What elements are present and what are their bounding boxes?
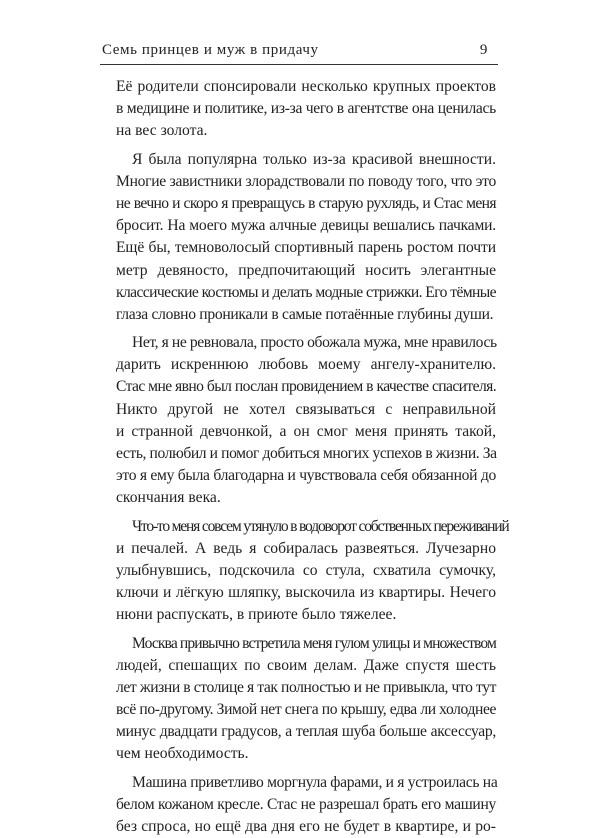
text-line: метр девяносто, предпочитающий носить элегантные	[116, 261, 496, 279]
text-line: Никто другой не хотел связываться с неправильной	[116, 400, 496, 418]
text-line: в медицине и политике, из-за чего в агентстве она ценилась	[116, 100, 496, 118]
text-line: минус двадцати градусов, а теплая шуба больше аксессуар,	[116, 723, 496, 741]
text-line: всё по-другому. Зимой нет снега по крышу, едва ли холоднее	[116, 701, 496, 719]
text-line: и странной девчонкой, а он смог меня принять такой,	[116, 422, 496, 440]
text-line: без спроса, но ещё два дня его не будет в квартире, и ро-	[116, 818, 496, 835]
paragraph	[116, 516, 509, 627]
text-line: на вес золота.	[116, 122, 208, 140]
text-line: Машина приветливо моргнула фарами, и я устроилась на	[132, 773, 498, 791]
paragraph	[116, 149, 496, 327]
text-line: Я была популярна только из-за красивой внешности.	[132, 150, 496, 168]
text-line: чем необходимость.	[116, 745, 249, 763]
page-number: 9	[479, 42, 488, 58]
text-line: и печалей. А ведь я собиралась развеяться. Лучезарно	[116, 539, 496, 557]
text-line: ключи и лёгкую шляпку, выскочила из квартиры. Нечего	[116, 584, 496, 602]
text-line: людей, спешащих по своим делам. Даже спустя шесть	[116, 656, 496, 674]
text-line: Нет, я не ревновала, просто обожала мужа, мне нравилось	[132, 334, 497, 352]
text-line: это я ему была благодарна и чувствовала себя обязанной до	[116, 467, 496, 485]
text-line: не вечно и скоро я превращусь в старую рухлядь, и Стас меня	[116, 194, 496, 212]
paragraph	[116, 633, 496, 766]
text-line: лет жизни в столице я так полностью и не привыкла, что тут	[116, 678, 497, 696]
text-line: Что-то меня совсем утянуло в водоворот собственных переживаний	[132, 517, 509, 535]
text-line: Стас мне явно был послан провидением в качестве спасителя.	[116, 378, 496, 396]
text-line: улыбнувшись, подскочила со стула, схватила сумочку,	[116, 561, 496, 579]
text-line: Её родители спонсировали несколько крупных проектов	[116, 78, 496, 95]
paragraph	[116, 76, 496, 143]
book-title: Семь принцев и муж в придачу	[102, 42, 319, 58]
text-line: нюни распускать, в приюте было тяжелее.	[116, 606, 397, 624]
text-line: Ещё бы, темноволосый спортивный парень ростом почти	[116, 239, 496, 257]
text-line: бросит. На моего мужа алчные девицы вешались пачками.	[116, 217, 496, 235]
page-body	[116, 76, 509, 838]
running-header	[100, 38, 498, 65]
paragraph	[116, 332, 496, 510]
text-line: классические костюмы и делать модные стрижки. Его тёмные	[116, 283, 496, 301]
text-line: Москва привычно встретила меня гулом улицы и множеством	[132, 634, 496, 652]
text-line: дарить искреннюю любовь моему ангелу-хранителю.	[116, 356, 496, 374]
text-line: глаза словно проникали в самые потаённые глубины души.	[116, 305, 494, 323]
text-line: скончания века.	[116, 489, 221, 507]
paragraph	[116, 772, 496, 838]
text-line: белом кожаном кресле. Стас не разрешал брать его машину	[116, 795, 496, 813]
text-line: есть, полюбил и помог добиться многих успехов в жизни. За	[116, 445, 497, 462]
text-line: Многие завистники злорадствовали по поводу того, что это	[116, 172, 496, 190]
